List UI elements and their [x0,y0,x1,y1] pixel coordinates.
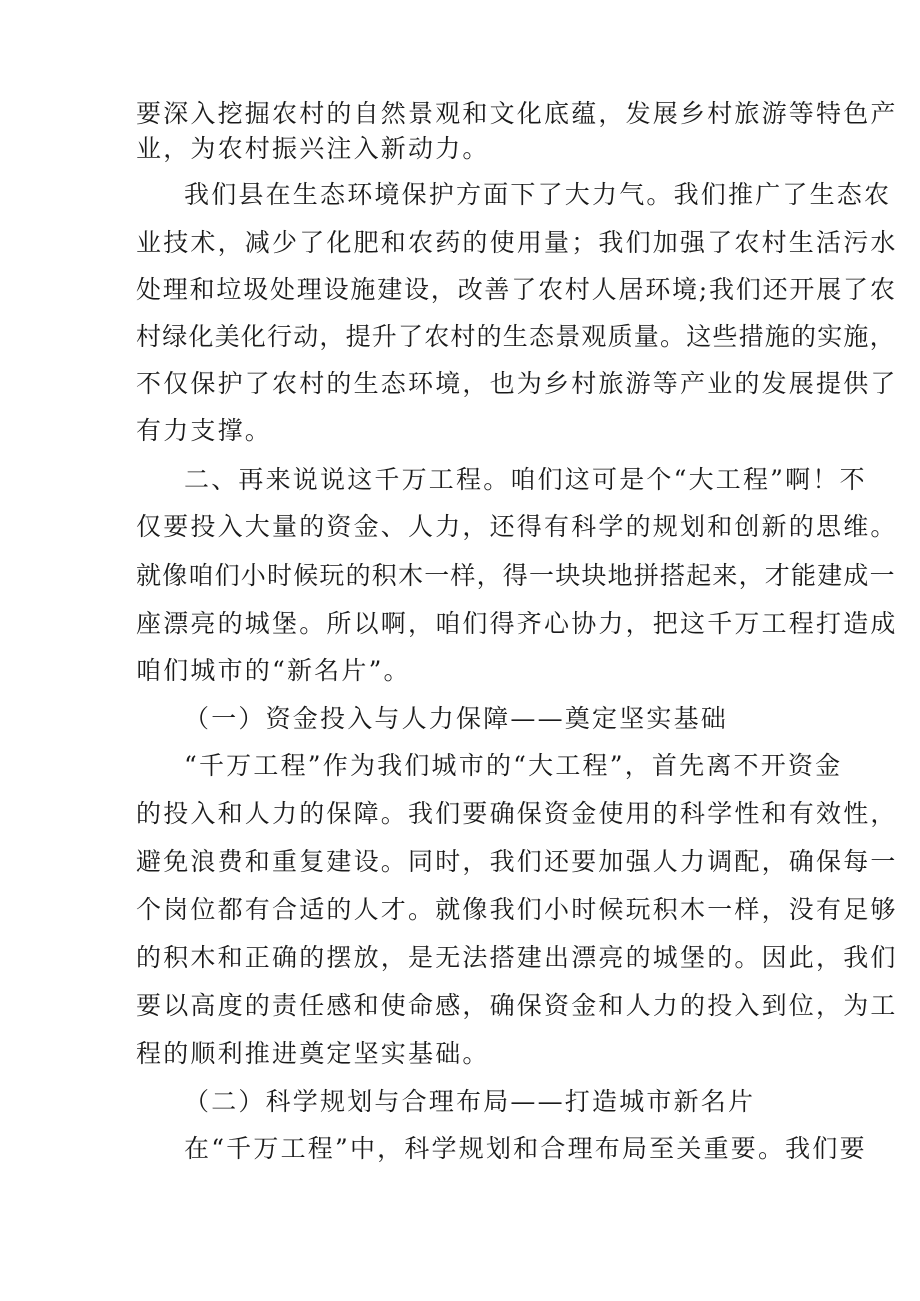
text-line-23: 在“千万工程”中，科学规划和合理布局至关重要。我们要 [184,1134,867,1163]
text-line-1: 要深入挖掘农村的自然景观和文化底蕴，发展乡村旅游等特色产 [136,99,898,128]
text-line-8: 有力支撑。 [136,416,273,445]
text-line-19: 的积木和正确的摆放，是无法搭建出漂亮的城堡的。因此，我们 [136,943,898,972]
text-line-13: 咱们城市的“新名片”。 [136,656,411,685]
text-line-11: 就像咱们小时候玩的积木一样，得一块块地拼搭起来，才能建成一 [136,561,896,590]
text-line-7: 不仅保护了农村的生态环境，也为乡村旅游等产业的发展提供了 [136,369,898,398]
section-heading-1: （一）资金投入与人力保障——奠定坚实基础 [184,704,729,733]
text-line-16: 的投入和人力的保障。我们要确保资金使用的科学性和有效性， [136,799,898,828]
text-line-6: 村绿化美化行动，提升了农村的生态景观质量。这些措施的实施， [136,322,896,351]
text-line-12: 座漂亮的城堡。所以啊，咱们得齐心协力，把这千万工程打造成 [136,609,898,638]
text-line-15: “千万工程”作为我们城市的“大工程”，首先离不开资金 [184,751,843,780]
text-line-4: 业技术，减少了化肥和农药的使用量；我们加强了农村生活污水 [136,228,898,257]
text-line-9: 二、再来说说这千万工程。咱们这可是个“大工程”啊！不 [184,465,867,494]
text-line-3: 我们县在生态环境保护方面下了大力气。我们推广了生态农 [184,180,892,209]
text-line-10: 仅要投入大量的资金、人力，还得有科学的规划和创新的思维。 [136,512,898,541]
text-line-2: 业，为农村振兴注入新动力。 [136,134,490,163]
section-heading-2: （二）科学规划与合理布局——打造城市新名片 [184,1087,756,1116]
text-line-20: 要以高度的责任感和使命感，确保资金和人力的投入到位，为工 [136,991,898,1020]
text-line-18: 个岗位都有合适的人才。就像我们小时候玩积木一样，没有足够 [136,895,898,924]
text-line-21: 程的顺利推进奠定坚实基础。 [136,1039,490,1068]
text-line-17: 避免浪费和重复建设。同时，我们还要加强人力调配，确保每一 [136,847,898,876]
text-line-5: 处理和垃圾处理设施建设，改善了农村人居环境;我们还开展了农 [136,275,897,304]
